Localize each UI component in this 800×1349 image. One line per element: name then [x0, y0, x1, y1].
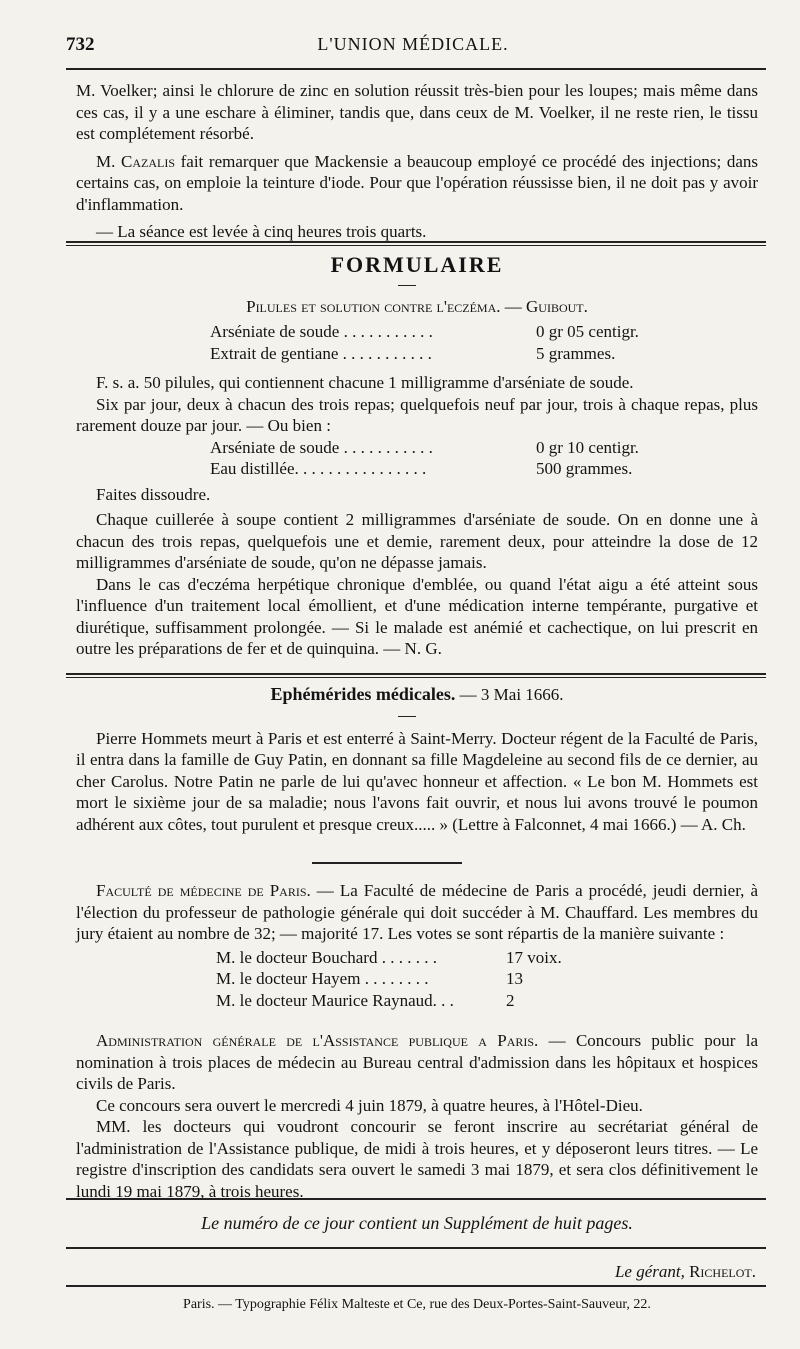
faculte-text: — La Faculté de médecine de Paris a procédé, jeudi dernier, à l'élection du professeur de pathologie générale qui doit succéder à M. Chauffard. Les membres du jury étaient au nombre de 32; — majorité 17. Les votes se sont répartis de la manière suivante : — [76, 881, 758, 943]
ephemerides-title: Ephémérides médicales. — [270, 684, 456, 704]
faculte-section — [76, 880, 758, 1011]
gerant-label: Le gérant, — [614, 1262, 690, 1281]
session-report — [76, 80, 758, 243]
ingredient-qty: 0 gr 10 centigr. — [536, 437, 639, 457]
report-text: fait remarquer que Mackensie a beaucoup employé ce procédé des injections; dans certains cas, on emploie la teinture d'iode. Pour que l'opération réussisse bien, il ne doit pas y avoir d'inflammation. — [76, 151, 758, 214]
section-rule — [312, 862, 462, 864]
recipe-title: Pilules et solution contre l'eczéma. — Guibout. — [246, 296, 588, 316]
page-number: 732 — [66, 34, 95, 55]
assistance-paragraph — [76, 1030, 758, 1095]
ingredient-qty: 5 grammes. — [536, 343, 616, 363]
ephemerides-date: — 3 Mai 1666. — [455, 685, 564, 704]
recipe-paragraph: Chaque cuillerée à soupe contient 2 milligrammes d'arséniate de soude. On en donne une à chacun des trois repas, quelquefois une et demie, rarement deux, pour atteindre la dose de 12 milligrammes d'arséniate de soude, qu'on ne dépasse jamais. — [76, 510, 758, 572]
assistance-text: — Concours public pour la nomination à trois places de médecin au Bureau central d'admission dans les hôpitaux et hospices civils de Paris. — [76, 1031, 758, 1093]
recipe-paragraph: Dans le cas d'eczéma herpétique chronique d'emblée, ou quand l'état aigu a été atteint sous l'influence d'un traitement local émollient, et d'une médication interne tempérante, purgative et diurétique, suffisamment prolongée. — Si le malade est anémié et cachectique, on lui prescrit en outre les préparations de fer et de quinquina. — N. G. — [76, 574, 758, 658]
section-rule — [66, 1198, 766, 1200]
session-closing: — La séance est levée à cinq heures trois quarts. — [96, 222, 427, 241]
ephemerides-heading — [76, 684, 758, 706]
ingredient-qty: 500 grammes. — [536, 459, 633, 478]
ingredient-name: Arséniate de soude . . . . . . . . . . . — [210, 322, 433, 341]
vote-candidate: M. le docteur Bouchard . . . . . . . — [216, 947, 437, 967]
supplement-notice: Le numéro de ce jour contient un Supplément de huit pages. — [201, 1213, 633, 1233]
ingredient-qty: 0 gr 05 centigr. — [536, 322, 639, 341]
recipe-list — [210, 437, 758, 480]
recipe-paragraph: F. s. a. 50 pilules, qui contiennent chacune 1 milligramme d'arséniate de soude. — [96, 373, 634, 392]
small-rule — [398, 716, 416, 717]
vote-candidate: M. le docteur Maurice Raynaud. . . — [216, 990, 454, 1010]
faculte-paragraph — [76, 880, 758, 945]
ephemerides-section — [76, 684, 758, 835]
gerant-name: Richelot. — [689, 1262, 756, 1281]
report-paragraph — [76, 151, 758, 216]
recipe-paragraph: Six par jour, deux à chacun des trois repas; quelquefois neuf par jour, trois à chaque repas, plus rarement douze par jour. — Ou bien : — [76, 394, 758, 435]
assistance-lead: Administration générale de l'Assistance publique a Paris. — [96, 1031, 539, 1050]
gerant-line — [76, 1261, 756, 1283]
section-rule — [66, 673, 766, 678]
formulaire-section — [76, 254, 758, 660]
vote-candidate: M. le docteur Hayem . . . . . . . . — [216, 969, 429, 988]
faculte-lead: Faculté de médecine de Paris. — [96, 881, 311, 900]
recipe-list — [210, 321, 758, 364]
speaker-name: M. Cazalis — [96, 151, 175, 171]
running-title: L'UNION MÉDICALE. — [317, 34, 509, 54]
assistance-section — [76, 1030, 758, 1202]
assistance-paragraph: Ce concours sera ouvert le mercredi 4 juin 1879, à quatre heures, à l'Hôtel-Dieu. — [96, 1095, 643, 1115]
printer-imprint: Paris. — Typographie Félix Malteste et Ce, rue des Deux-Portes-Saint-Sauveur, 22. — [183, 1297, 651, 1312]
footer-rule — [66, 1285, 766, 1287]
section-rule — [66, 241, 766, 246]
header-rule — [66, 68, 766, 70]
assistance-paragraph: MM. les docteurs qui voudront concourir se feront inscrire au secrétariat général de l'administration de l'Assistance publique, de midi à trois heures, et y déposeront leurs titres. — Le registre d'inscription des candidats sera ouvert le samedi 3 mai 1879, et sera clos définitivement le lundi 19 mai 1879, à trois heures. — [76, 1117, 758, 1201]
recipe-paragraph: Faites dissoudre. — [96, 484, 211, 504]
ingredient-name: Arséniate de soude . . . . . . . . . . . — [210, 437, 433, 457]
section-rule — [66, 1247, 766, 1249]
vote-count: 17 voix. — [506, 947, 562, 967]
section-title: FORMULAIRE — [330, 252, 504, 277]
vote-count: 13 — [506, 969, 523, 988]
vote-count: 2 — [506, 990, 515, 1010]
page-header — [66, 34, 760, 60]
report-paragraph: M. Voelker; ainsi le chlorure de zinc en solution réussit très-bien pour les loupes; mais même dans ces cas, il y a une eschare à éliminer, tandis que, dans ceux de M. Voelker, il ne reste rien, le tissu est complétement résorbé. — [76, 81, 758, 143]
ingredient-name: Extrait de gentiane . . . . . . . . . . . — [210, 343, 432, 363]
vote-table — [216, 947, 758, 1012]
ingredient-name: Eau distillée. . . . . . . . . . . . . . . . — [210, 459, 427, 478]
ephemerides-paragraph: Pierre Hommets meurt à Paris et est enterré à Saint-Merry. Docteur régent de la Faculté de Paris, il entra dans la famille de Guy Patin, en donnant sa fille Magdeleine au second fils de ce dernier, au cher Carolus. Notre Patin ne parle de lui qu'avec honneur et affection. « Le bon M. Hommets est mort le sixième jour de sa maladie; nous l'avons fait ouvrir, et nous lui avons trouvé le poumon adhérent aux côtes, tout purulent et presque creux..... » (Lettre à Falconnet, 4 mai 1666.) — A. Ch. — [76, 728, 758, 834]
small-rule — [398, 285, 416, 286]
